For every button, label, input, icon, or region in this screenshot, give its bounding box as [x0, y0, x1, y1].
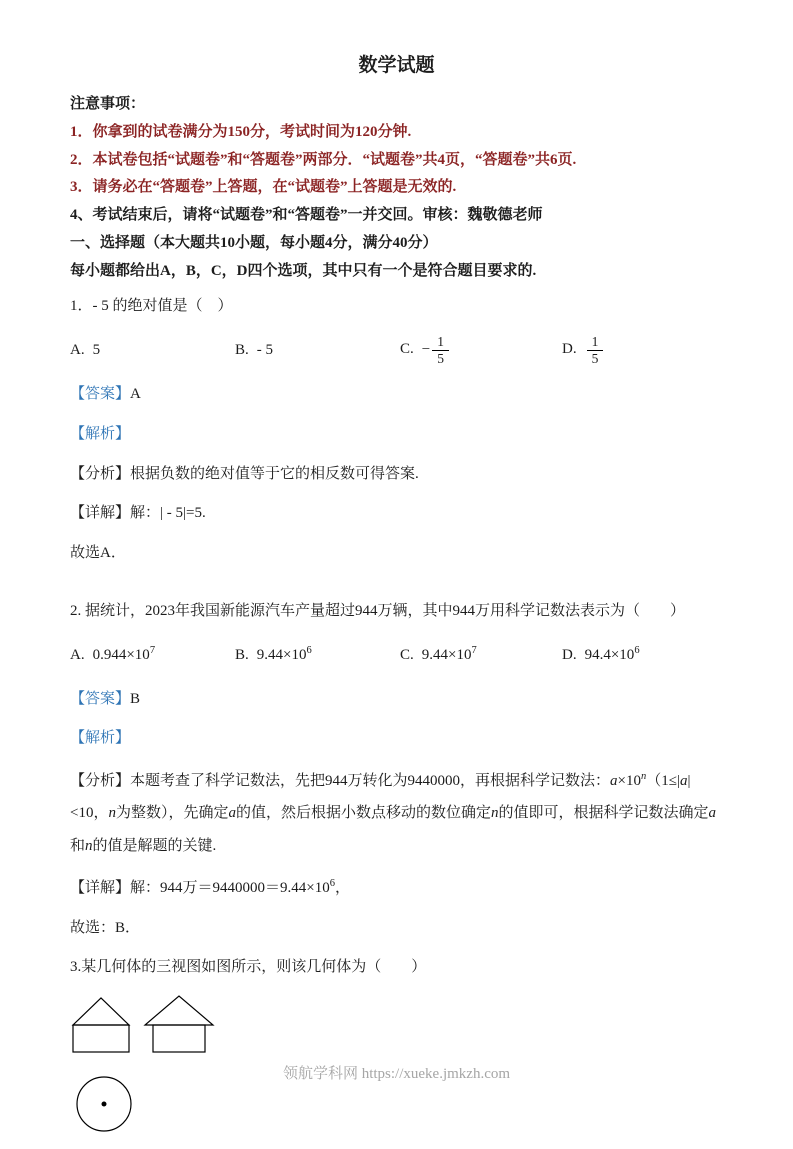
q1-fenxi: 【分析】根据负数的绝对值等于它的相反数可得答案.: [70, 465, 419, 482]
option-value: 5: [92, 341, 101, 358]
answer-value: A: [130, 386, 141, 402]
exponent: 6: [306, 645, 312, 656]
question-1: [70, 293, 723, 568]
notice-item: 4、考试结束后，请将“试题卷”和“答题卷”一并交回。审核：魏敬德老师: [70, 207, 543, 223]
q3-stem: 3.某几何体的三视图如图所示，则该几何体为（ ）: [70, 959, 427, 976]
option-letter: C.: [400, 647, 414, 663]
fraction: [432, 334, 449, 366]
option-letter: D.: [562, 647, 577, 663]
answer-label: 【答案】: [70, 386, 131, 402]
q1-conclusion: 故选A．: [70, 545, 126, 561]
exponent: 7: [149, 645, 156, 656]
notice-block: [70, 91, 723, 230]
fraction-denominator: 5: [437, 350, 444, 366]
q1-option-d: [562, 334, 723, 366]
q1-xiangjie: 【详解】解：| - 5|=5.: [70, 505, 206, 522]
question-2: [70, 598, 723, 943]
exponent: 6: [634, 645, 640, 656]
fraction-numerator: 1: [432, 334, 449, 351]
q1-stem: 1．- 5 的绝对值是（ ）: [70, 298, 233, 315]
page-title: 数学试题: [358, 55, 435, 76]
option-letter: A.: [70, 647, 85, 663]
q2-option-a: [70, 645, 235, 664]
fraction: [587, 334, 604, 366]
answer-value: B: [130, 690, 141, 707]
fraction-denominator: 5: [591, 350, 599, 366]
q1-options: [70, 331, 723, 369]
option-letter: C.: [400, 341, 414, 358]
notice-item: 2．本试卷包括“试题卷”和“答题卷”两部分．“试题卷”共4页，“答题卷”共6页.: [70, 151, 577, 168]
footer-watermark: 领航学科网 https://xueke.jmkzh.com: [282, 1066, 511, 1082]
top-view-circle-icon: [77, 1077, 131, 1131]
option-letter: B.: [235, 341, 249, 358]
option-letter: B.: [235, 647, 249, 663]
section-subheading: 每小题都给出A，B，C，D四个选项，其中只有一个是符合题目要求的.: [70, 262, 537, 279]
section-heading: 一、选择题（本大题共10小题，每小题4分，满分40分）: [70, 234, 438, 251]
side-view-house-icon: [145, 996, 213, 1052]
option-value: 9.44×10: [256, 647, 307, 663]
q2-answer-line: [70, 686, 723, 714]
question-3: [70, 954, 723, 1149]
q2-stem: 2. 据统计，2023年我国新能源汽车产量超过944万辆，其中944万用科学记数法表示为（ ）: [70, 602, 686, 619]
q1-option-b: [235, 342, 400, 359]
q2-xiangjie: 【详解】解：944万$=9440000=9.44\times 10^6$，: [70, 877, 350, 896]
notice-item: 3．请务必在“答题卷”上答题，在“试题卷”上答题是无效的.: [70, 179, 457, 196]
option-value: 0.944×10: [92, 647, 150, 663]
q2-fenxi: 【分析】本题考查了科学记数法，先把944万转化为9440000，再根据科学记数法：$a\times 10^n(1\le|a|<10$，n为整数），先确定a的值，然后根据小数点移动的数位确定n的值即可，根据科学记数法确定a和n的值是解题的关键.: [70, 771, 717, 854]
q1-option-a: [70, 342, 235, 359]
q1-jiexi-label: 【解析】: [70, 425, 131, 442]
option-letter: D.: [562, 341, 577, 358]
exponent: 7: [471, 645, 477, 656]
q2-option-b: [235, 645, 400, 664]
option-value: - 5: [256, 341, 274, 358]
option-letter: A.: [70, 341, 85, 358]
q2-options: [70, 636, 723, 674]
q2-option-d: [562, 645, 723, 664]
option-value: 9.44×10: [421, 647, 472, 663]
minus-sign: −: [421, 341, 431, 358]
notice-item: 1．你拿到的试卷满分为150分，考试时间为120分钟.: [70, 123, 412, 140]
option-value: 94.4×10: [584, 647, 635, 663]
q2-jiexi-label: 【解析】: [70, 730, 131, 747]
q1-answer-line: [70, 381, 723, 409]
q2-conclusion: 故选：B．: [70, 919, 141, 936]
notice-heading: 注意事项：: [70, 96, 146, 112]
front-view-house-icon: [73, 998, 129, 1052]
answer-label: 【答案】: [70, 690, 131, 707]
q1-option-c: [400, 334, 562, 366]
fraction-numerator: 1: [587, 334, 604, 351]
q2-option-c: [400, 645, 562, 664]
